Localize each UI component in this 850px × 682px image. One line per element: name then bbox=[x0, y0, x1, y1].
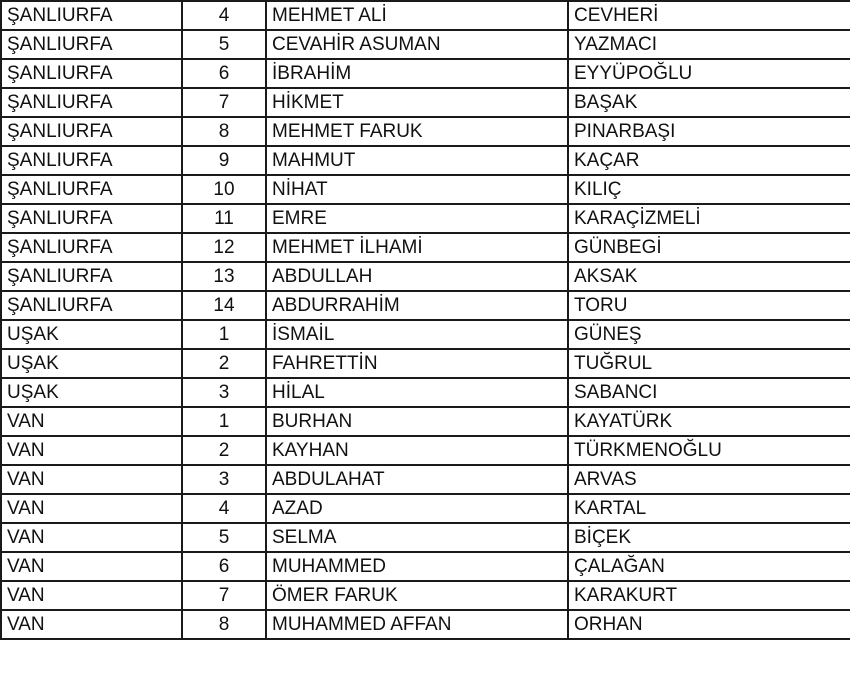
name-cell: FAHRETTİN bbox=[266, 349, 568, 378]
city-cell: VAN bbox=[1, 494, 182, 523]
city-cell: ŞANLIURFA bbox=[1, 146, 182, 175]
name-cell: ABDULLAH bbox=[266, 262, 568, 291]
order-cell: 8 bbox=[182, 610, 266, 639]
name-cell: MEHMET FARUK bbox=[266, 117, 568, 146]
city-cell: ŞANLIURFA bbox=[1, 175, 182, 204]
order-cell: 2 bbox=[182, 349, 266, 378]
surname-cell: GÜNBEGİ bbox=[568, 233, 850, 262]
order-cell: 1 bbox=[182, 320, 266, 349]
city-cell: VAN bbox=[1, 523, 182, 552]
surname-cell: KAYATÜRK bbox=[568, 407, 850, 436]
name-cell: HİLAL bbox=[266, 378, 568, 407]
surname-cell: KAÇAR bbox=[568, 146, 850, 175]
name-cell: İBRAHİM bbox=[266, 59, 568, 88]
surname-cell: ÇALAĞAN bbox=[568, 552, 850, 581]
city-cell: ŞANLIURFA bbox=[1, 262, 182, 291]
surname-cell: EYYÜPOĞLU bbox=[568, 59, 850, 88]
table-row bbox=[1, 523, 850, 552]
city-cell: ŞANLIURFA bbox=[1, 30, 182, 59]
table-row bbox=[1, 117, 850, 146]
surname-cell: GÜNEŞ bbox=[568, 320, 850, 349]
name-cell: MUHAMMED bbox=[266, 552, 568, 581]
city-cell: UŞAK bbox=[1, 378, 182, 407]
order-cell: 10 bbox=[182, 175, 266, 204]
order-cell: 7 bbox=[182, 581, 266, 610]
city-cell: VAN bbox=[1, 465, 182, 494]
table-row bbox=[1, 1, 850, 30]
name-cell: İSMAİL bbox=[266, 320, 568, 349]
order-cell: 13 bbox=[182, 262, 266, 291]
table-row bbox=[1, 59, 850, 88]
table-row bbox=[1, 610, 850, 639]
table-row bbox=[1, 494, 850, 523]
city-cell: ŞANLIURFA bbox=[1, 59, 182, 88]
surname-cell: YAZMACI bbox=[568, 30, 850, 59]
surname-cell: KARAKURT bbox=[568, 581, 850, 610]
order-cell: 5 bbox=[182, 30, 266, 59]
surname-cell: TÜRKMENOĞLU bbox=[568, 436, 850, 465]
surname-cell: BAŞAK bbox=[568, 88, 850, 117]
order-cell: 3 bbox=[182, 378, 266, 407]
name-cell: ÖMER FARUK bbox=[266, 581, 568, 610]
surname-cell: KARTAL bbox=[568, 494, 850, 523]
name-cell: CEVAHİR ASUMAN bbox=[266, 30, 568, 59]
name-cell: SELMA bbox=[266, 523, 568, 552]
table-row bbox=[1, 436, 850, 465]
table-row bbox=[1, 291, 850, 320]
order-cell: 4 bbox=[182, 1, 266, 30]
city-cell: ŞANLIURFA bbox=[1, 117, 182, 146]
table-row bbox=[1, 175, 850, 204]
name-cell: BURHAN bbox=[266, 407, 568, 436]
surname-cell: TUĞRUL bbox=[568, 349, 850, 378]
surname-cell: ARVAS bbox=[568, 465, 850, 494]
table-row bbox=[1, 581, 850, 610]
surname-cell: AKSAK bbox=[568, 262, 850, 291]
name-cell: MEHMET İLHAMİ bbox=[266, 233, 568, 262]
name-cell: HİKMET bbox=[266, 88, 568, 117]
table-row bbox=[1, 407, 850, 436]
surname-cell: PINARBAŞI bbox=[568, 117, 850, 146]
name-cell: MAHMUT bbox=[266, 146, 568, 175]
surname-cell: KILIÇ bbox=[568, 175, 850, 204]
city-cell: UŞAK bbox=[1, 349, 182, 378]
surname-cell: SABANCI bbox=[568, 378, 850, 407]
table-row bbox=[1, 378, 850, 407]
order-cell: 4 bbox=[182, 494, 266, 523]
table-row bbox=[1, 349, 850, 378]
city-cell: ŞANLIURFA bbox=[1, 1, 182, 30]
order-cell: 5 bbox=[182, 523, 266, 552]
order-cell: 14 bbox=[182, 291, 266, 320]
table-row bbox=[1, 204, 850, 233]
order-cell: 1 bbox=[182, 407, 266, 436]
city-cell: UŞAK bbox=[1, 320, 182, 349]
city-cell: VAN bbox=[1, 610, 182, 639]
city-cell: VAN bbox=[1, 552, 182, 581]
surname-cell: ORHAN bbox=[568, 610, 850, 639]
table-row bbox=[1, 88, 850, 117]
city-cell: VAN bbox=[1, 436, 182, 465]
table-row bbox=[1, 552, 850, 581]
name-cell: AZAD bbox=[266, 494, 568, 523]
surname-cell: CEVHERİ bbox=[568, 1, 850, 30]
table-row bbox=[1, 320, 850, 349]
order-cell: 6 bbox=[182, 552, 266, 581]
city-cell: VAN bbox=[1, 581, 182, 610]
order-cell: 8 bbox=[182, 117, 266, 146]
city-cell: ŞANLIURFA bbox=[1, 233, 182, 262]
table-row bbox=[1, 146, 850, 175]
surname-cell: BİÇEK bbox=[568, 523, 850, 552]
city-cell: ŞANLIURFA bbox=[1, 88, 182, 117]
order-cell: 6 bbox=[182, 59, 266, 88]
surname-cell: KARAÇİZMELİ bbox=[568, 204, 850, 233]
name-cell: KAYHAN bbox=[266, 436, 568, 465]
name-cell: MUHAMMED AFFAN bbox=[266, 610, 568, 639]
city-cell: ŞANLIURFA bbox=[1, 291, 182, 320]
table-row bbox=[1, 465, 850, 494]
name-cell: ABDURRAHİM bbox=[266, 291, 568, 320]
table-row bbox=[1, 30, 850, 59]
candidate-table-body bbox=[1, 1, 850, 639]
surname-cell: TORU bbox=[568, 291, 850, 320]
name-cell: EMRE bbox=[266, 204, 568, 233]
table-row bbox=[1, 262, 850, 291]
city-cell: ŞANLIURFA bbox=[1, 204, 182, 233]
order-cell: 9 bbox=[182, 146, 266, 175]
order-cell: 7 bbox=[182, 88, 266, 117]
order-cell: 11 bbox=[182, 204, 266, 233]
city-cell: VAN bbox=[1, 407, 182, 436]
order-cell: 3 bbox=[182, 465, 266, 494]
order-cell: 12 bbox=[182, 233, 266, 262]
table-row bbox=[1, 233, 850, 262]
name-cell: MEHMET ALİ bbox=[266, 1, 568, 30]
name-cell: ABDULAHAT bbox=[266, 465, 568, 494]
name-cell: NİHAT bbox=[266, 175, 568, 204]
order-cell: 2 bbox=[182, 436, 266, 465]
